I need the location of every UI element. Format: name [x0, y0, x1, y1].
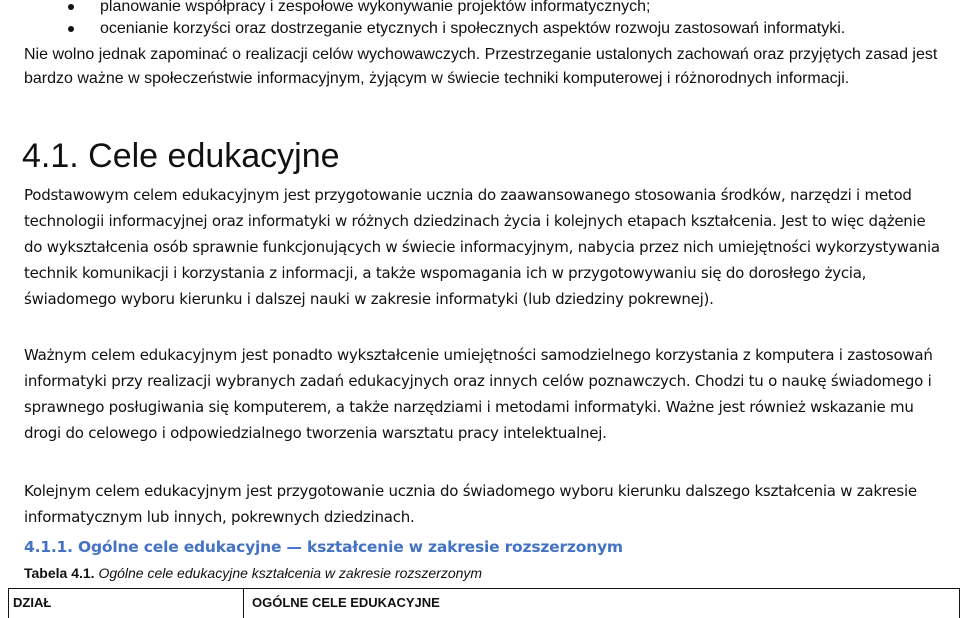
paragraph: Ważnym celem edukacyjnym jest ponadto wykształcenie umiejętności samodzielnego korzystania z komputera i zastosowań informatyki przy realizacji wybranych zadań edukacyjnych oraz innych celów poznawczych. Chodzi tu o naukę świadomego i sprawnego posługiwania się komputerem, a także narzędziami i metodami informatyki. Ważne jest również wskazanie mu drogi do celowego i odpowiedzialnego tworzenia warsztatu pracy intelektualnej. — [24, 346, 933, 442]
bullet-item — [0, 18, 960, 40]
paragraph: Podstawowym celem edukacyjnym jest przygotowanie ucznia do zaawansowanego stosowania środków, narzędzi i metod technologii informacyjnej oraz informatyki w różnych dziedzinach życia i kolejnych etapach kształcenia. Jest to więc dążenie do wykształcenia osób sprawnie funkcjonujących w świecie informacyjnym, nabycia przez nich umiejętności wykorzystywania technik komunikacji i korzystania z informacji, a także wspomagania ich w przygotowywaniu się do dorosłego życia, świadomego wyboru kierunku i dalszej nauki w zakresie informatyki (lub dziedziny pokrewnej). — [24, 186, 940, 308]
subsection-heading: 4.1.1. Ogólne cele edukacyjne — kształcenie w zakresie rozszerzonym — [24, 538, 623, 556]
table-header-cell: OGÓLNE CELE EDUKACYJNE — [252, 595, 440, 610]
table-header-row — [8, 588, 960, 618]
bullet-text: planowanie współpracy i zespołowe wykonywanie projektów informatycznych; — [100, 0, 651, 15]
table-caption — [24, 565, 482, 581]
bullet-icon — [68, 4, 74, 10]
table-caption-text: Ogólne cele edukacyjne kształcenia w zakresie rozszerzonym — [98, 565, 483, 581]
bullet-icon — [68, 26, 74, 32]
bullet-list — [0, 0, 960, 44]
paragraph: Kolejnym celem edukacyjnym jest przygotowanie ucznia do świadomego wyboru kierunku dalszego kształcenia w zakresie informatycznym lub innych, pokrewnych dziedzinach. — [24, 482, 917, 526]
bullet-text: ocenianie korzyści oraz dostrzeganie etycznych i społecznych aspektów rozwoju zastosowań informatyki. — [100, 20, 846, 37]
table-header-cell: DZIAŁ — [9, 589, 244, 618]
table-caption-label: Tabela 4.1. — [24, 565, 95, 581]
intro-paragraph: Nie wolno jednak zapominać o realizacji celów wychowawczych. Przestrzeganie ustalonych zachowań oraz przyjętych zasad jest bardzo ważne w społeczeństwie informacyjnym, żyjącym w świecie techniki komputerowej i różnorodnych informacji. — [24, 46, 938, 87]
bullet-item — [0, 0, 960, 18]
section-heading: 4.1. Cele edukacyjne — [22, 137, 340, 175]
